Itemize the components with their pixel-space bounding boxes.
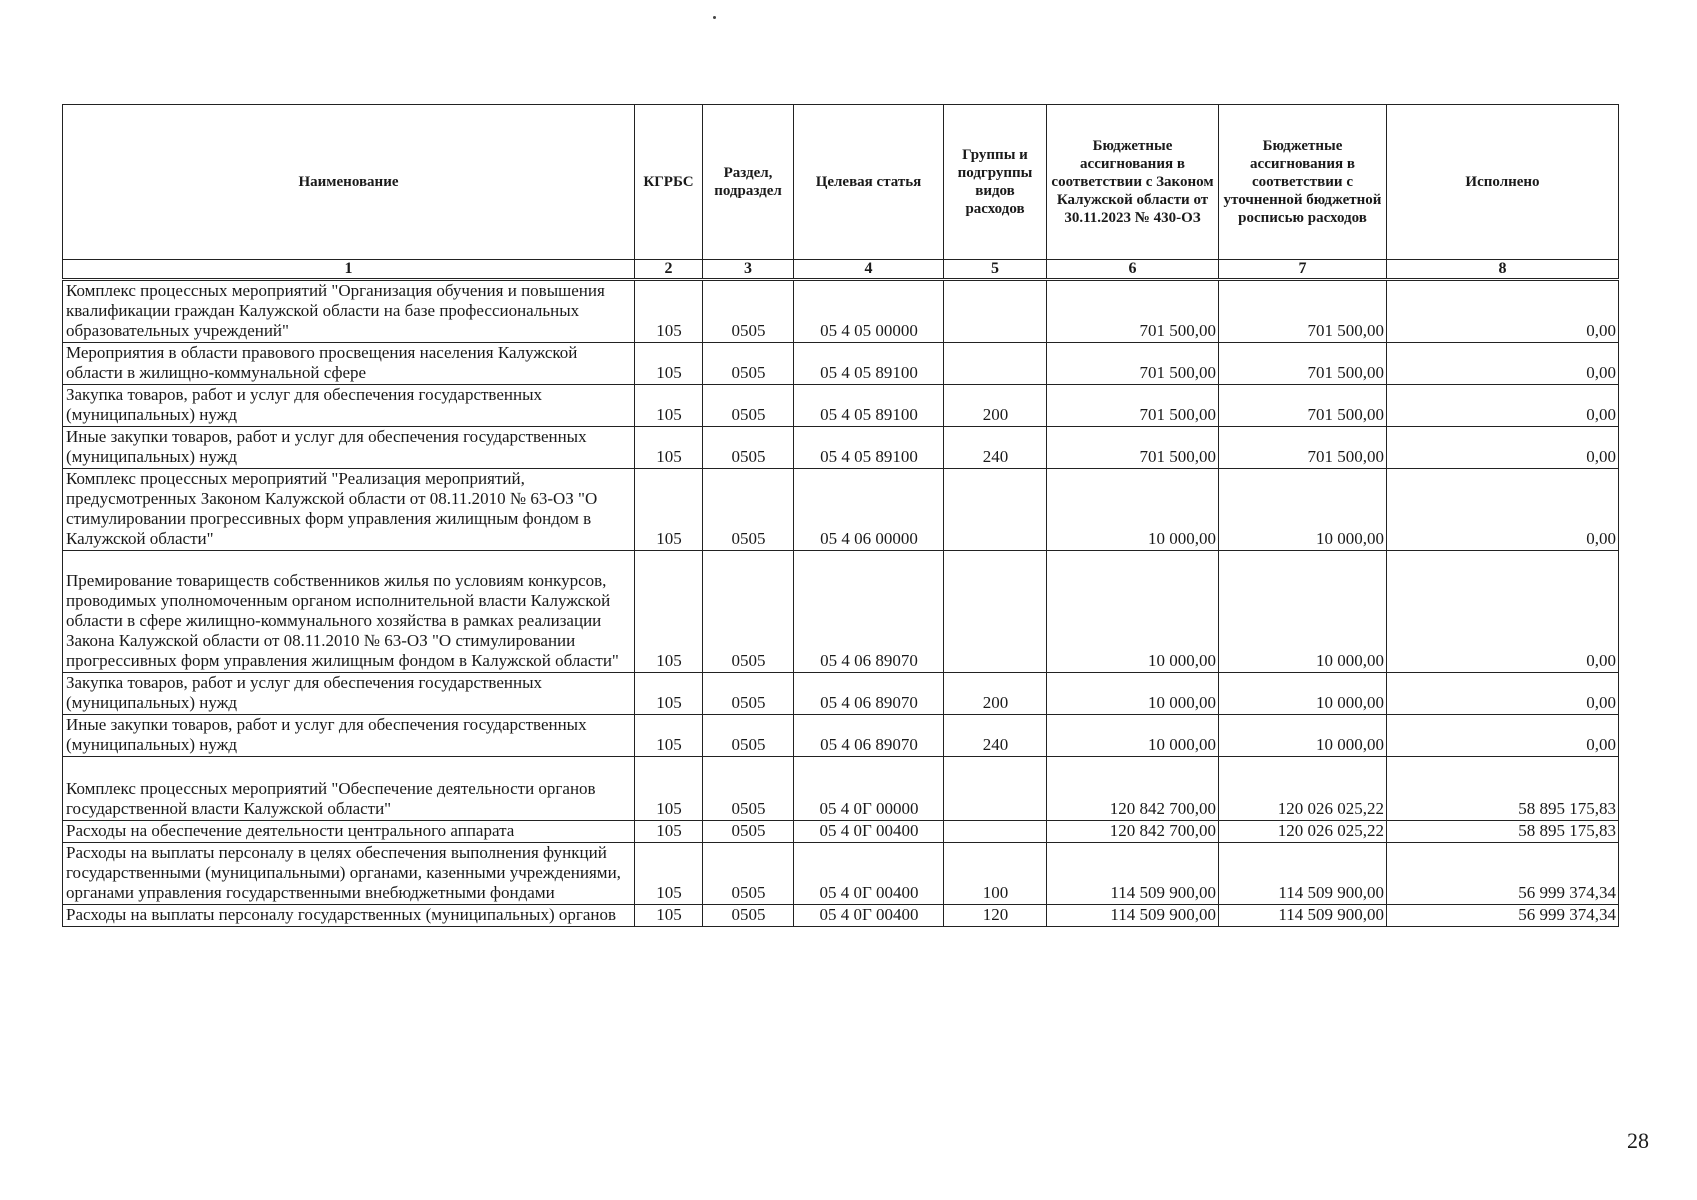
row-target-article: 05 4 06 00000: [794, 469, 944, 551]
row-law-allocation: 701 500,00: [1047, 427, 1219, 469]
row-kgrbs: 105: [635, 905, 703, 927]
row-revised-allocation: 10 000,00: [1219, 469, 1387, 551]
column-number-row: [63, 260, 1619, 280]
row-section: 0505: [703, 757, 794, 821]
row-target-article: 05 4 05 89100: [794, 385, 944, 427]
row-name: Расходы на обеспечение деятельности центрального аппарата: [63, 821, 635, 843]
header-revised-allocations: Бюджетные ассигнования в соответствии с уточненной бюджетной росписью расходов: [1219, 105, 1387, 260]
column-number: 6: [1047, 260, 1219, 280]
row-executed: 56 999 374,34: [1387, 905, 1619, 927]
row-expense-group: 200: [944, 385, 1047, 427]
table-row: [63, 427, 1619, 469]
row-kgrbs: 105: [635, 715, 703, 757]
row-section: 0505: [703, 427, 794, 469]
row-name: Премирование товариществ собственников жилья по условиям конкурсов, проводимых уполномоченным органом исполнительной власти Калужской области в сфере жилищно-коммунального хозяйства в рамках реализации Закона Калужской области от 08.11.2010 № 63-ОЗ "О стимулировании прогрессивных форм управления жилищным фондом в Калужской области": [63, 551, 635, 673]
row-name: Комплекс процессных мероприятий "Организация обучения и повышения квалификации граждан Калужской области на базе профессиональных образовательных учреждений": [63, 280, 635, 343]
row-target-article: 05 4 05 89100: [794, 427, 944, 469]
scan-artifact: [713, 16, 716, 19]
row-law-allocation: 114 509 900,00: [1047, 905, 1219, 927]
row-kgrbs: 105: [635, 551, 703, 673]
row-section: 0505: [703, 469, 794, 551]
row-law-allocation: 10 000,00: [1047, 673, 1219, 715]
row-expense-group: 120: [944, 905, 1047, 927]
row-revised-allocation: 10 000,00: [1219, 551, 1387, 673]
row-target-article: 05 4 06 89070: [794, 673, 944, 715]
row-expense-group: [944, 343, 1047, 385]
row-expense-group: [944, 757, 1047, 821]
row-revised-allocation: 701 500,00: [1219, 385, 1387, 427]
table-row: [63, 715, 1619, 757]
column-number: 7: [1219, 260, 1387, 280]
row-executed: 0,00: [1387, 280, 1619, 343]
row-law-allocation: 10 000,00: [1047, 551, 1219, 673]
row-law-allocation: 701 500,00: [1047, 280, 1219, 343]
row-name: Комплекс процессных мероприятий "Реализация мероприятий, предусмотренных Законом Калужской области от 08.11.2010 № 63-ОЗ "О стимулировании прогрессивных форм управления жилищным фондом в Калужской области": [63, 469, 635, 551]
table-row: [63, 821, 1619, 843]
row-expense-group: 100: [944, 843, 1047, 905]
row-name: Закупка товаров, работ и услуг для обеспечения государственных (муниципальных) нужд: [63, 673, 635, 715]
column-number: 4: [794, 260, 944, 280]
row-revised-allocation: 120 026 025,22: [1219, 757, 1387, 821]
row-executed: 0,00: [1387, 427, 1619, 469]
header-section: Раздел, подраздел: [703, 105, 794, 260]
row-executed: 0,00: [1387, 715, 1619, 757]
row-law-allocation: 120 842 700,00: [1047, 757, 1219, 821]
row-revised-allocation: 10 000,00: [1219, 715, 1387, 757]
row-executed: 0,00: [1387, 469, 1619, 551]
row-section: 0505: [703, 905, 794, 927]
row-section: 0505: [703, 673, 794, 715]
row-revised-allocation: 701 500,00: [1219, 427, 1387, 469]
row-revised-allocation: 701 500,00: [1219, 343, 1387, 385]
row-kgrbs: 105: [635, 757, 703, 821]
table-row: [63, 280, 1619, 343]
row-law-allocation: 701 500,00: [1047, 385, 1219, 427]
row-target-article: 05 4 05 89100: [794, 343, 944, 385]
header-name: Наименование: [63, 105, 635, 260]
column-number: 3: [703, 260, 794, 280]
header-law-allocations: Бюджетные ассигнования в соответствии с Законом Калужской области от 30.11.2023 № 430-ОЗ: [1047, 105, 1219, 260]
row-law-allocation: 10 000,00: [1047, 469, 1219, 551]
row-name: Мероприятия в области правового просвещения населения Калужской области в жилищно-коммунальной сфере: [63, 343, 635, 385]
row-expense-group: [944, 551, 1047, 673]
row-target-article: 05 4 0Г 00400: [794, 905, 944, 927]
row-name: Иные закупки товаров, работ и услуг для обеспечения государственных (муниципальных) нужд: [63, 427, 635, 469]
row-target-article: 05 4 05 00000: [794, 280, 944, 343]
table-row: [63, 551, 1619, 673]
column-number: 2: [635, 260, 703, 280]
row-law-allocation: 10 000,00: [1047, 715, 1219, 757]
row-expense-group: 240: [944, 715, 1047, 757]
row-revised-allocation: 114 509 900,00: [1219, 843, 1387, 905]
row-kgrbs: 105: [635, 843, 703, 905]
row-name: Закупка товаров, работ и услуг для обеспечения государственных (муниципальных) нужд: [63, 385, 635, 427]
row-kgrbs: 105: [635, 673, 703, 715]
header-executed: Исполнено: [1387, 105, 1619, 260]
row-revised-allocation: 10 000,00: [1219, 673, 1387, 715]
header-kgrbs: КГРБС: [635, 105, 703, 260]
table-row: [63, 843, 1619, 905]
column-number: 5: [944, 260, 1047, 280]
row-kgrbs: 105: [635, 821, 703, 843]
table-row: [63, 469, 1619, 551]
row-law-allocation: 114 509 900,00: [1047, 843, 1219, 905]
row-revised-allocation: 114 509 900,00: [1219, 905, 1387, 927]
row-executed: 56 999 374,34: [1387, 843, 1619, 905]
row-target-article: 05 4 06 89070: [794, 551, 944, 673]
header-row: [63, 105, 1619, 260]
row-expense-group: [944, 821, 1047, 843]
row-executed: 0,00: [1387, 343, 1619, 385]
table-row: [63, 385, 1619, 427]
table-row: [63, 343, 1619, 385]
row-executed: 0,00: [1387, 551, 1619, 673]
row-law-allocation: 701 500,00: [1047, 343, 1219, 385]
row-executed: 0,00: [1387, 385, 1619, 427]
row-name: Иные закупки товаров, работ и услуг для обеспечения государственных (муниципальных) нужд: [63, 715, 635, 757]
row-revised-allocation: 120 026 025,22: [1219, 821, 1387, 843]
row-section: 0505: [703, 280, 794, 343]
budget-table: [62, 104, 1619, 927]
row-expense-group: 200: [944, 673, 1047, 715]
table-row: [63, 905, 1619, 927]
row-revised-allocation: 701 500,00: [1219, 280, 1387, 343]
row-name: Расходы на выплаты персоналу государственных (муниципальных) органов: [63, 905, 635, 927]
row-expense-group: [944, 469, 1047, 551]
row-kgrbs: 105: [635, 385, 703, 427]
row-executed: 58 895 175,83: [1387, 821, 1619, 843]
row-section: 0505: [703, 551, 794, 673]
row-executed: 58 895 175,83: [1387, 757, 1619, 821]
header-target-article: Целевая статья: [794, 105, 944, 260]
row-expense-group: [944, 280, 1047, 343]
row-section: 0505: [703, 715, 794, 757]
row-section: 0505: [703, 843, 794, 905]
row-kgrbs: 105: [635, 280, 703, 343]
row-law-allocation: 120 842 700,00: [1047, 821, 1219, 843]
row-section: 0505: [703, 385, 794, 427]
row-kgrbs: 105: [635, 343, 703, 385]
row-section: 0505: [703, 343, 794, 385]
page-number: 28: [1627, 1128, 1649, 1153]
table-row: [63, 757, 1619, 821]
row-target-article: 05 4 0Г 00400: [794, 821, 944, 843]
row-executed: 0,00: [1387, 673, 1619, 715]
row-target-article: 05 4 0Г 00400: [794, 843, 944, 905]
header-expense-groups: Группы и подгруппы видов расходов: [944, 105, 1047, 260]
row-kgrbs: 105: [635, 469, 703, 551]
row-target-article: 05 4 0Г 00000: [794, 757, 944, 821]
row-name: Расходы на выплаты персоналу в целях обеспечения выполнения функций государственными (муниципальными) органами, казенными учреждениями, органами управления государственными внебюджетными фондами: [63, 843, 635, 905]
row-expense-group: 240: [944, 427, 1047, 469]
row-section: 0505: [703, 821, 794, 843]
row-name: Комплекс процессных мероприятий "Обеспечение деятельности органов государственной власти Калужской области": [63, 757, 635, 821]
column-number: 1: [63, 260, 635, 280]
column-number: 8: [1387, 260, 1619, 280]
row-kgrbs: 105: [635, 427, 703, 469]
table-row: [63, 673, 1619, 715]
row-target-article: 05 4 06 89070: [794, 715, 944, 757]
